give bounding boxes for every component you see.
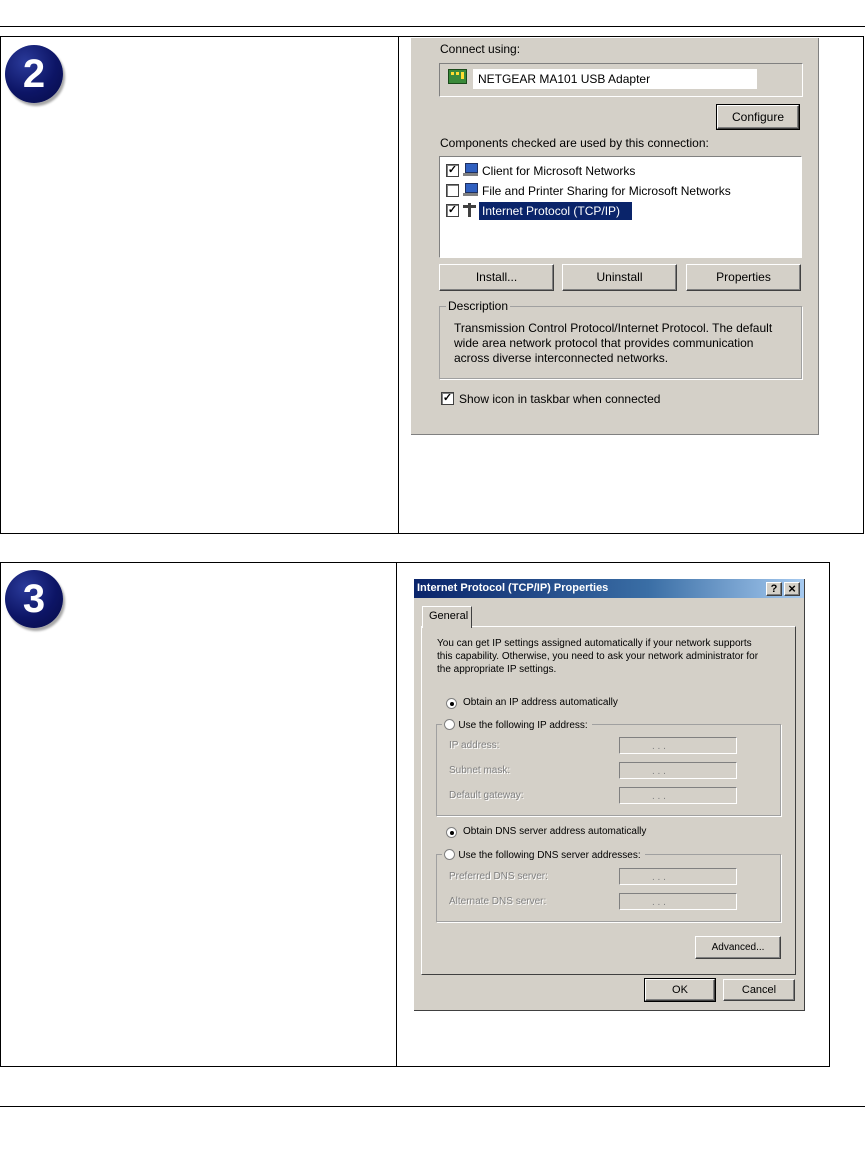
- list-item[interactable]: [446, 162, 786, 180]
- use-ip-label: Use the following IP address:: [458, 720, 588, 731]
- cancel-button[interactable]: Cancel: [723, 979, 795, 1001]
- use-dns-label: Use the following DNS server addresses:: [458, 850, 641, 861]
- intro-line-2: this capability. Otherwise, you need to ask your network administrator for: [437, 651, 759, 662]
- obtain-dns-radio[interactable]: [446, 827, 457, 838]
- advanced-button[interactable]: Advanced...: [695, 936, 781, 959]
- ip-dots: . . .: [652, 897, 666, 908]
- tab-general[interactable]: [422, 606, 472, 628]
- configure-button[interactable]: Configure: [717, 105, 799, 129]
- description-line-3: across diverse interconnected networks.: [454, 351, 669, 365]
- obtain-dns-label: Obtain DNS server address automatically: [463, 826, 647, 837]
- show-icon-checkbox[interactable]: ✓: [442, 392, 453, 404]
- description-legend: Description: [448, 299, 509, 313]
- list-item[interactable]: [446, 202, 786, 220]
- client-checkbox[interactable]: ✓: [447, 164, 458, 176]
- ip-dots: . . .: [652, 791, 666, 802]
- preferred-dns-field[interactable]: [619, 868, 737, 885]
- tcpip-checkbox[interactable]: ✓: [447, 204, 458, 216]
- intro-line-3: the appropriate IP settings.: [437, 664, 557, 675]
- title-bar: [414, 579, 804, 598]
- ip-dots: . . .: [652, 872, 666, 883]
- alternate-dns-label: Alternate DNS server:: [449, 896, 547, 907]
- show-icon-label: Show icon in taskbar when connected: [459, 392, 661, 406]
- preferred-dns-label: Preferred DNS server:: [449, 871, 548, 882]
- default-gateway-field[interactable]: [619, 787, 737, 804]
- intro-line-1: You can get IP settings assigned automatically if your network supports: [437, 638, 752, 649]
- use-ip-radio[interactable]: [444, 719, 455, 730]
- ip-address-label: IP address:: [449, 740, 500, 751]
- component-label: Internet Protocol (TCP/IP): [482, 204, 621, 218]
- adapter-name: NETGEAR MA101 USB Adapter: [478, 72, 651, 86]
- step3-divider: [396, 562, 397, 1066]
- bottom-rule: [0, 1106, 865, 1107]
- tab-general-label: General: [429, 610, 469, 622]
- adapter-field: [439, 63, 803, 97]
- network-client-icon: [463, 163, 478, 176]
- component-label: Client for Microsoft Networks: [482, 164, 636, 178]
- ip-dots: . . .: [652, 766, 666, 777]
- help-button[interactable]: ?: [766, 582, 782, 596]
- file-printer-sharing-icon: [463, 183, 478, 196]
- use-dns-radio[interactable]: [444, 849, 455, 860]
- list-item[interactable]: [446, 182, 786, 200]
- step3-badge: 3: [5, 570, 63, 628]
- top-rule: [0, 26, 865, 27]
- close-button[interactable]: ×: [784, 582, 800, 596]
- description-line-2: wide area network protocol that provides communication: [454, 336, 754, 350]
- step2-badge: 2: [5, 45, 63, 103]
- properties-button[interactable]: Properties: [686, 264, 801, 291]
- components-label: Components checked are used by this connection:: [440, 136, 709, 150]
- obtain-ip-label: Obtain an IP address automatically: [463, 697, 618, 708]
- static-dns-legend: [442, 847, 645, 861]
- install-button[interactable]: Install...: [439, 264, 554, 291]
- description-line-1: Transmission Control Protocol/Internet Protocol. The default: [454, 321, 773, 335]
- static-dns-group: [436, 854, 781, 922]
- protocol-icon: [463, 203, 476, 217]
- connect-using-label: Connect using:: [440, 42, 521, 56]
- network-adapter-icon: [448, 69, 467, 84]
- connection-properties-dialog: [411, 38, 819, 435]
- uninstall-button[interactable]: Uninstall: [562, 264, 677, 291]
- static-ip-legend: [442, 717, 592, 731]
- ip-address-field[interactable]: [619, 737, 737, 754]
- default-gateway-label: Default gateway:: [449, 790, 524, 801]
- obtain-ip-radio[interactable]: [446, 698, 457, 709]
- alternate-dns-field[interactable]: [619, 893, 737, 910]
- dialog-title: Internet Protocol (TCP/IP) Properties: [417, 582, 609, 594]
- subnet-mask-label: Subnet mask:: [449, 765, 511, 776]
- components-list[interactable]: [439, 156, 802, 258]
- component-label: File and Printer Sharing for Microsoft Networks: [482, 184, 731, 198]
- file-sharing-checkbox[interactable]: [446, 184, 459, 197]
- ok-button[interactable]: OK: [645, 979, 715, 1001]
- ip-dots: . . .: [652, 741, 666, 752]
- tcpip-properties-dialog: [414, 579, 805, 1011]
- subnet-mask-field[interactable]: [619, 762, 737, 779]
- step2-divider: [398, 36, 399, 533]
